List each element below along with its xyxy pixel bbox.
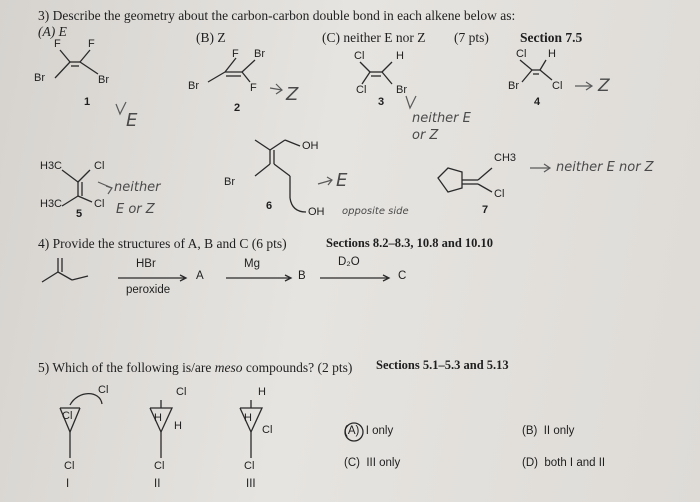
c1-atom-top: Cl bbox=[98, 384, 109, 396]
choice-a-letter: (A) bbox=[344, 425, 360, 437]
q4-reagent-mg: Mg bbox=[244, 258, 260, 270]
m2-answer: Z bbox=[286, 84, 299, 105]
m1-atom-tr: F bbox=[88, 38, 95, 50]
m6-atom-oh-top: OH bbox=[302, 140, 319, 152]
m4-atom-tr: H bbox=[548, 48, 556, 60]
m3-answer: neither E or Z bbox=[412, 111, 471, 143]
molecule-4-bonds bbox=[520, 60, 552, 82]
q3-points: (7 pts) bbox=[454, 30, 489, 45]
q4-reagent-d2o: D₂O bbox=[338, 256, 360, 268]
m5-answer-line2: E or Z bbox=[116, 202, 155, 217]
m5-answer-line1: neither bbox=[114, 180, 161, 195]
c3-atom-mid-l: H bbox=[244, 412, 252, 424]
m6-note: opposite side bbox=[342, 206, 409, 217]
m3-atom-bl: Cl bbox=[356, 84, 367, 96]
molecule-2-bonds bbox=[208, 58, 255, 82]
m3-atom-tr: H bbox=[396, 50, 404, 62]
q5-title-meso: meso bbox=[214, 360, 243, 375]
q3-option-b: (B) Z bbox=[196, 30, 226, 45]
q4-sections: Sections 8.2–8.3, 10.8 and 10.10 bbox=[326, 236, 494, 250]
m4-atom-br: Cl bbox=[552, 80, 563, 92]
q4-title: 4) Provide the structures of A, B and C (6 pts) bbox=[38, 236, 287, 251]
m2-atom-bl: Br bbox=[188, 80, 199, 92]
c3-label: III bbox=[246, 478, 256, 490]
choice-a[interactable] bbox=[344, 425, 393, 437]
m3-atom-tl: Cl bbox=[354, 50, 365, 62]
m2-atom-br: F bbox=[250, 82, 257, 94]
c1-label: I bbox=[66, 478, 70, 490]
m5-atom-tl: H3C bbox=[40, 160, 63, 172]
m6-atom-br: Br bbox=[224, 176, 235, 188]
c3-atom-bottom: Cl bbox=[244, 460, 255, 472]
molecule-6-bonds bbox=[255, 140, 306, 212]
q5-rings bbox=[60, 394, 262, 458]
choice-b-letter: (B) bbox=[522, 425, 538, 437]
m1-number: 1 bbox=[84, 96, 91, 108]
c2-label: II bbox=[154, 478, 161, 490]
m3-number: 3 bbox=[378, 96, 385, 108]
molecule-5-bonds bbox=[62, 170, 92, 206]
molecule-7-bonds bbox=[438, 168, 492, 192]
m5-atom-br: Cl bbox=[94, 198, 105, 210]
m1-atom-bl: Br bbox=[34, 72, 45, 84]
m1-atom-br: Br bbox=[98, 74, 109, 86]
c1-atom-mid: Cl bbox=[62, 410, 73, 422]
m2-atom-tr: Br bbox=[254, 48, 265, 60]
choice-c-letter: (C) bbox=[344, 457, 360, 469]
m7-number: 7 bbox=[482, 204, 489, 216]
c2-atom-top: Cl bbox=[176, 386, 187, 398]
q3-option-a: (A) E bbox=[38, 24, 67, 39]
q5-title-pre: 5) Which of the following is/are bbox=[38, 360, 215, 375]
m7-atom-cl: Cl bbox=[494, 188, 505, 200]
m2-atom-tl: F bbox=[232, 48, 239, 60]
q4-product-b: B bbox=[298, 270, 306, 282]
m1-answer: E bbox=[126, 110, 138, 131]
m5-atom-tr: Cl bbox=[94, 160, 105, 172]
q3-option-c: (C) neither E nor Z bbox=[322, 30, 426, 45]
m1-atom-tl: F bbox=[54, 38, 61, 50]
q5-title-post: compounds? (2 pts) bbox=[242, 360, 353, 375]
c1-atom-bottom: Cl bbox=[64, 460, 75, 472]
c3-atom-top: H bbox=[258, 386, 266, 398]
choice-d-text: both I and II bbox=[544, 457, 606, 469]
m6-atom-oh-bottom: OH bbox=[308, 206, 325, 218]
c2-atom-bottom: Cl bbox=[154, 460, 165, 472]
choice-d-letter: (D) bbox=[522, 457, 538, 469]
c2-atom-mid-r: H bbox=[174, 420, 182, 432]
q3-title: 3) Describe the geometry about the carbon-carbon double bond in each alkene below as: bbox=[38, 8, 516, 23]
q5-sections: Sections 5.1–5.3 and 5.13 bbox=[376, 358, 509, 372]
molecule-3-bonds bbox=[360, 62, 392, 84]
molecule-1-bonds bbox=[55, 50, 98, 78]
choice-b-text: II only bbox=[543, 425, 575, 437]
m4-number: 4 bbox=[534, 96, 541, 108]
m6-number: 6 bbox=[266, 200, 273, 212]
q4-reagent-peroxide: peroxide bbox=[126, 284, 171, 296]
q4-reagent-hbr: HBr bbox=[136, 258, 156, 270]
choice-a-text: I only bbox=[365, 425, 394, 437]
q4-product-c: C bbox=[398, 270, 407, 282]
m3-atom-br: Br bbox=[396, 84, 407, 96]
m4-atom-tl: Cl bbox=[516, 48, 527, 60]
m5-number: 5 bbox=[76, 208, 83, 220]
m7-answer: neither E nor Z bbox=[556, 160, 654, 175]
m4-atom-bl: Br bbox=[508, 80, 519, 92]
choice-c-text: III only bbox=[366, 457, 401, 469]
choice-b[interactable] bbox=[522, 425, 574, 437]
m5-atom-bl: H3C bbox=[40, 198, 63, 210]
m4-answer: Z bbox=[598, 76, 610, 96]
choice-c[interactable] bbox=[344, 457, 400, 469]
c2-atom-mid-l: H bbox=[154, 412, 162, 424]
q4-reaction bbox=[42, 258, 389, 282]
m6-answer: E bbox=[336, 170, 348, 191]
q5-title bbox=[38, 360, 352, 376]
q4-product-a: A bbox=[196, 270, 204, 282]
q3-section: Section 7.5 bbox=[520, 30, 583, 45]
c3-atom-mid-r: Cl bbox=[262, 424, 273, 436]
m7-atom-ch3: CH3 bbox=[494, 152, 517, 164]
m2-number: 2 bbox=[234, 102, 241, 114]
choice-d[interactable] bbox=[522, 457, 605, 469]
